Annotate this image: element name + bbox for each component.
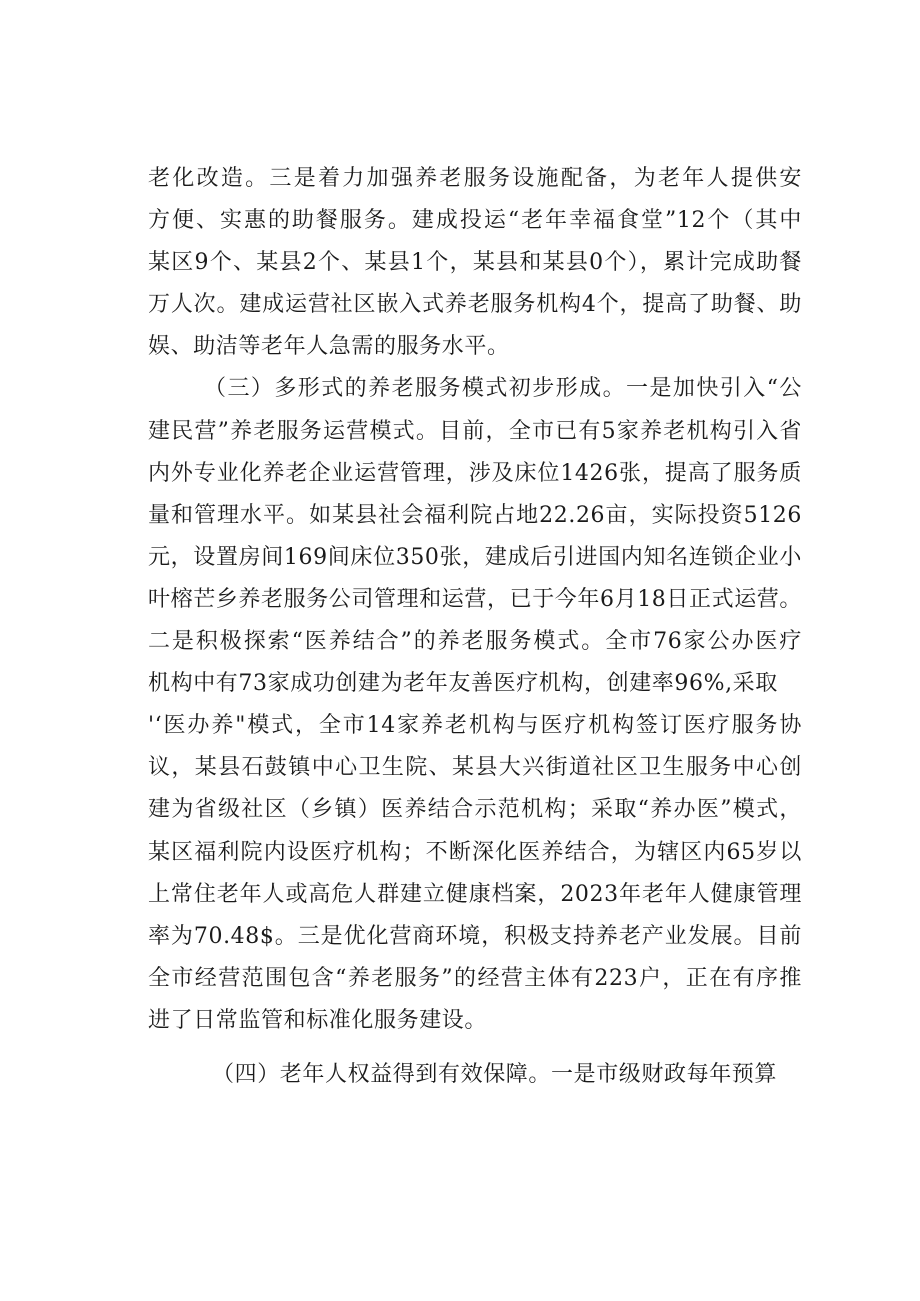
text-line: 建民营”养老服务运营模式。目前，全市已有5家养老机构引入省 — [148, 418, 802, 444]
text-line: '‘医办养"模式，全市14家养老机构与医疗机构签订医疗服务协 — [148, 713, 802, 739]
body-text — [148, 158, 802, 1096]
text-line: 老化改造。三是着力加强养老服务设施配备，为老年人提供安 — [148, 166, 802, 191]
text-line: 机构中有73家成功创建为老年友善医疗机构，创建率96%,采取 — [148, 671, 778, 697]
text-line: 娱、助洁等老年人急需的服务水平。 — [148, 334, 510, 360]
text-line: 建为省级社区（乡镇）医养结合示范机构；采取“养办医”模式， — [148, 797, 802, 823]
text-line: 量和管理水平。如某县社会福利院占地22.26亩，实际投资5126 — [148, 502, 802, 528]
text-line: 叶榕芒乡养老服务公司管理和运营，已于今年6月18日正式运营。 — [148, 586, 802, 612]
text-line: 进了日常监管和标准化服务建设。 — [148, 1007, 488, 1033]
section-heading-3: （三）多形式的养老服务模式初步形成。一是加快引入“公 — [204, 376, 802, 402]
text-line: 万人次。建成运营社区嵌入式养老服务机构4个，提高了助餐、助 — [148, 292, 802, 318]
text-line: 全市经营范围包含“养老服务”的经营主体有223户，正在有序推 — [148, 965, 802, 991]
text-line: 元，设置房间169间床位350张，建成后引进国内知名连锁企业小 — [148, 544, 802, 570]
text-line: 议，某县石鼓镇中心卫生院、某县大兴街道社区卫生服务中心创 — [148, 755, 802, 781]
text-line: 某区9个、某县2个、某县1个，某县和某县0个），累计完成助餐 — [148, 250, 802, 276]
text-line: 率为70.48$。三是优化营商环境，积极支持养老产业发展。目前 — [148, 923, 802, 949]
section-heading-4: （四）老年人权益得到有效保障。一是市级财政每年预算 — [212, 1061, 778, 1087]
text-line: 上常住老年人或高危人群建立健康档案，2023年老年人健康管理 — [148, 881, 802, 907]
paragraph-gap — [148, 1042, 802, 1054]
text-line: 二是积极探索“医养结合”的养老服务模式。全市76家公办医疗 — [148, 629, 802, 655]
text-line: 某区福利院内设医疗机构；不断深化医养结合，为辖区内65岁以 — [148, 839, 802, 865]
text-line: 内外专业化养老企业运营管理，涉及床位1426张，提高了服务质 — [148, 460, 802, 486]
text-line: 方便、实惠的助餐服务。建成投运“老年幸福食堂”12个（其中 — [148, 208, 802, 234]
